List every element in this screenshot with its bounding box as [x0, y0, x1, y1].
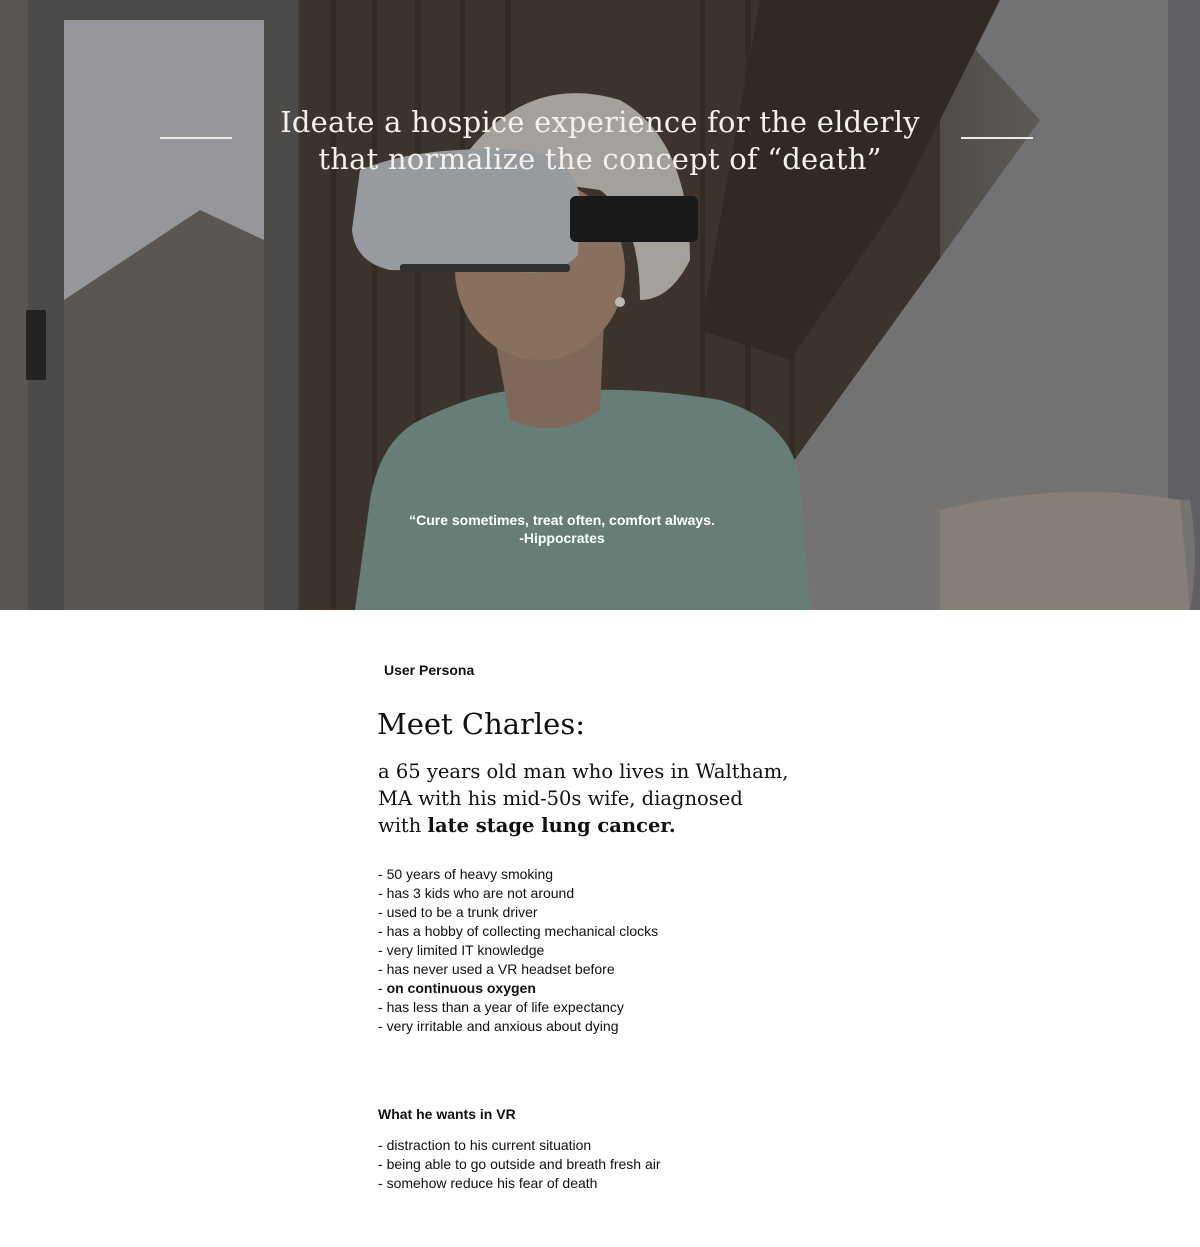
- quote-author: -Hippocrates: [519, 530, 605, 546]
- fact-text: 50 years of heavy smoking: [386, 866, 554, 882]
- bullet: -: [378, 1175, 387, 1191]
- title-rule-left: [160, 137, 232, 139]
- wants-list: [378, 1136, 661, 1193]
- fact-text: has less than a year of life expectancy: [386, 999, 624, 1015]
- fact-text: very irritable and anxious about dying: [386, 1018, 619, 1034]
- bullet: -: [378, 980, 387, 996]
- list-item: [378, 865, 658, 884]
- list-item: [378, 1017, 658, 1036]
- list-item: [378, 884, 658, 903]
- bullet: -: [378, 904, 387, 920]
- bullet: -: [378, 1018, 387, 1034]
- bullet: -: [378, 942, 387, 958]
- list-item: [378, 998, 658, 1017]
- bullet: -: [378, 885, 387, 901]
- bullet: -: [378, 961, 387, 977]
- intro-line-1: a 65 years old man who lives in Waltham,: [378, 760, 789, 783]
- hero-title-line-2: that normalize the concept of “death”: [318, 142, 882, 176]
- persona-heading: Meet Charles:: [377, 707, 585, 741]
- fact-text: used to be a trunk driver: [386, 904, 538, 920]
- hero-title-line-1: Ideate a hospice experience for the elderly: [280, 105, 920, 139]
- list-item: [378, 960, 658, 979]
- list-item: [378, 1136, 661, 1155]
- persona-facts-list: [378, 865, 658, 1036]
- hero-title: [250, 104, 950, 178]
- hero-banner: [0, 0, 1200, 610]
- wants-heading: What he wants in VR: [378, 1106, 516, 1122]
- list-item: [378, 1174, 661, 1193]
- want-text: being able to go outside and breath fresh air: [386, 1156, 661, 1172]
- fact-text: on continuous oxygen: [386, 980, 536, 996]
- fact-text: has a hobby of collecting mechanical clocks: [386, 923, 659, 939]
- list-item: [378, 1155, 661, 1174]
- fact-text: has 3 kids who are not around: [386, 885, 575, 901]
- fact-text: has never used a VR headset before: [386, 961, 615, 977]
- hippocrates-quote: [362, 511, 762, 547]
- intro-diagnosis: late stage lung cancer.: [427, 814, 676, 837]
- list-item: [378, 903, 658, 922]
- want-text: somehow reduce his fear of death: [386, 1175, 598, 1191]
- quote-text: “Cure sometimes, treat often, comfort always.: [409, 512, 715, 528]
- bullet: -: [378, 866, 387, 882]
- want-text: distraction to his current situation: [386, 1137, 592, 1153]
- fact-text: very limited IT knowledge: [386, 942, 545, 958]
- bullet: -: [378, 999, 387, 1015]
- persona-intro: [378, 758, 818, 839]
- list-item: [378, 941, 658, 960]
- bullet: -: [378, 1137, 387, 1153]
- intro-line-2: MA with his mid-50s wife, diagnosed: [378, 787, 743, 810]
- title-rule-right: [961, 137, 1033, 139]
- intro-line-3-prefix: with: [378, 814, 428, 837]
- section-label-user-persona: User Persona: [384, 662, 475, 678]
- bullet: -: [378, 923, 387, 939]
- list-item: [378, 922, 658, 941]
- list-item-emphasis: [378, 979, 658, 998]
- bullet: -: [378, 1156, 387, 1172]
- intro-line-3: [378, 812, 818, 839]
